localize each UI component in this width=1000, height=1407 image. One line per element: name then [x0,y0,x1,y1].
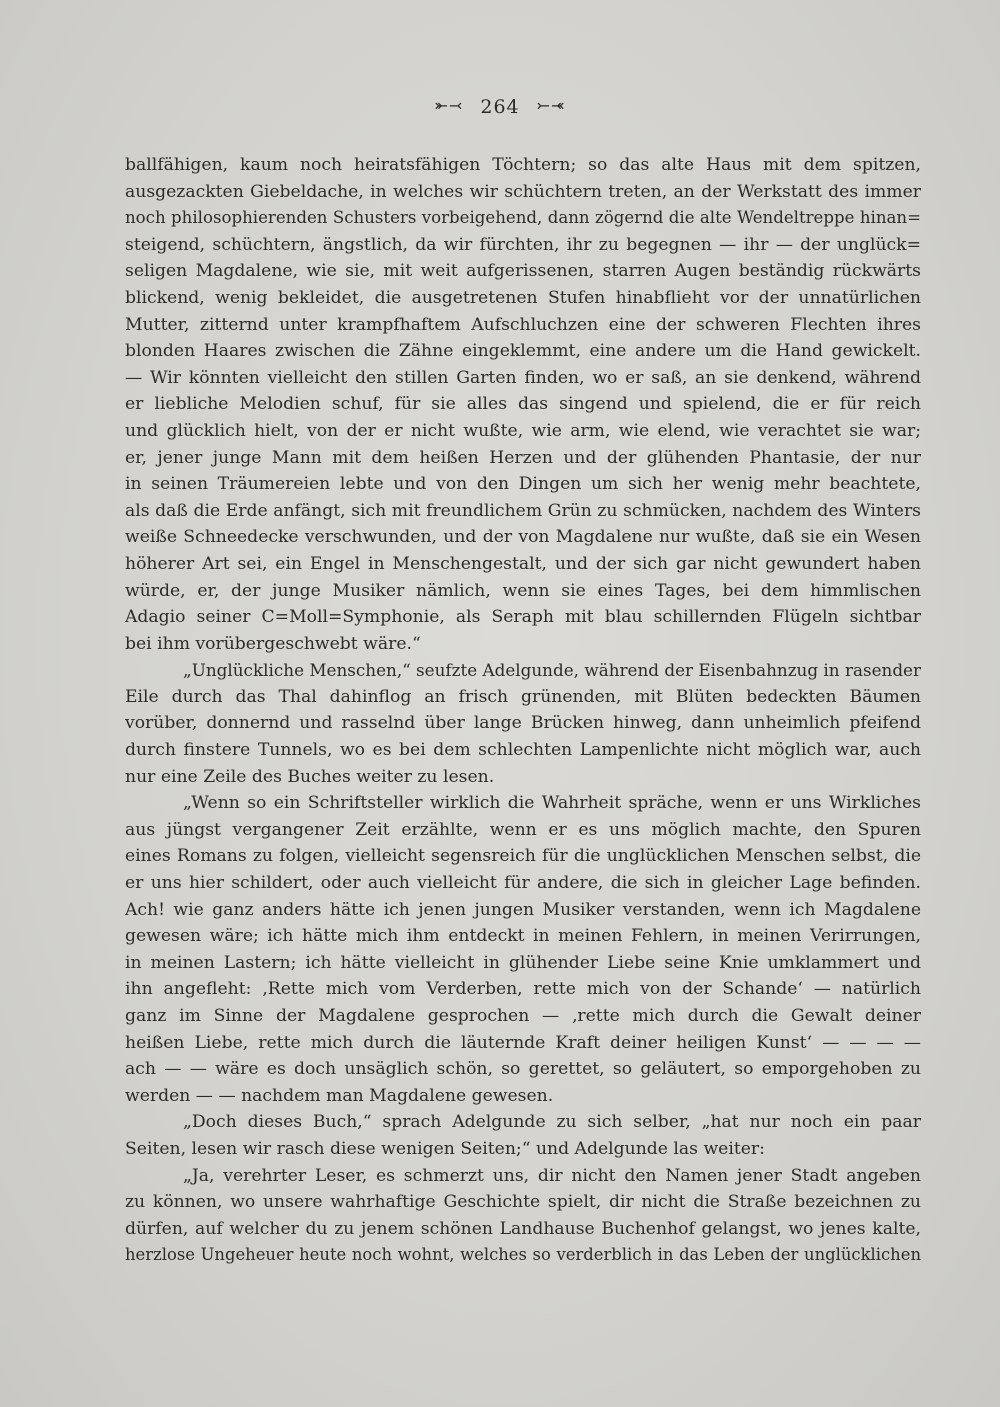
text-line: gewesen wäre; ich hätte mich ihm entdeckt in meinen Fehlern, in meinen Verirrungen, [125,926,921,947]
text-line: blickend, wenig bekleidet, die ausgetretenen Stufen hinabflieht vor der unnatürlichen [125,287,921,308]
text-line: nur eine Zeile des Buches weiter zu lesen. [125,766,495,787]
text-line: steigend, schüchtern, ängstlich, da wir fürchten, ihr zu begegnen — ihr — der unglück= [125,234,921,255]
text-line: „Doch dieses Buch,“ sprach Adelgunde zu sich selber, „hat nur noch ein paar [183,1112,921,1133]
text-line: dürfen, auf welcher du zu jenem schönen Landhause Buchenhof gelangst, wo jenes kalte, [125,1218,921,1239]
text-line: „Ja, verehrter Leser, es schmerzt uns, dir nicht den Namen jener Stadt angeben [183,1165,921,1186]
text-line: werden — — nachdem man Magdalene gewesen. [125,1085,554,1106]
page-header [0,96,1000,118]
text-line: noch philosophierenden Schusters vorbeigehend, dann zögernd die alte Wendeltreppe hinan= [125,208,921,228]
text-line: er, jener junge Mann mit dem heißen Herzen und der glühenden Phantasie, der nur [125,447,921,468]
left-ornament: ⤜⤙ [434,96,464,115]
text-line: er liebliche Melodien schuf, für sie alles das singend und spielend, die er für reich [125,394,921,415]
text-line: er uns hier schildert, oder auch vielleicht für andere, die sich in gleicher Lage befinden. [125,873,921,894]
text-line: herzlose Ungeheuer heute noch wohnt, welches so verderblich in das Leben der unglücklichen [125,1245,921,1265]
text-line: ihn angefleht: ‚Rette mich vom Verderben, rette mich von der Schande‘ — natürlich [125,979,921,1000]
right-ornament: ⤚⤛ [536,96,566,115]
text-line: in seinen Träumereien lebte und von den Dingen um sich her wenig mehr beachtete, [125,474,921,495]
text-line: und glücklich hielt, von der er nicht wußte, wie arm, wie elend, wie verachtet sie war; [125,420,921,441]
text-line: Seiten, lesen wir rasch diese wenigen Seiten;“ und Adelgunde las weiter: [125,1138,765,1159]
text-line: Adagio seiner C=Moll=Symphonie, als Seraph mit blau schillernden Flügeln sichtbar [125,607,921,628]
text-line: Ach! wie ganz anders hätte ich jenen jungen Musiker verstanden, wenn ich Magdalene [125,899,921,920]
text-line: blonden Haares zwischen die Zähne eingeklemmt, eine andere um die Hand gewickelt. [125,341,921,362]
text-line: „Unglückliche Menschen,“ seufzte Adelgunde, während der Eisenbahnzug in rasender [183,660,921,681]
text-line: ballfähigen, kaum noch heiratsfähigen Töchtern; so das alte Haus mit dem spitzen, [125,155,921,175]
text-line: als daß die Erde anfängt, sich mit freundlichem Grün zu schmücken, nachdem des Winters [125,500,921,521]
text-line: durch finstere Tunnels, wo es bei dem schlechten Lampenlichte nicht möglich war, auch [125,740,921,761]
text-line: würde, er, der junge Musiker nämlich, wenn sie eines Tages, bei dem himmlischen [125,580,921,601]
body-text [125,152,921,1269]
text-line: höherer Art sei, ein Engel in Menschengestalt, und der sich gar nicht gewundert haben [125,553,921,574]
text-line: „Wenn so ein Schriftsteller wirklich die Wahrheit spräche, wenn er uns Wirkliches [183,793,921,814]
text-line: heißen Liebe, rette mich durch die läuternde Kraft deiner heiligen Kunst‘ — — — — [125,1032,921,1053]
text-line: Eile durch das Thal dahinflog an frisch grünenden, mit Blüten bedeckten Bäumen [125,686,921,707]
page-number: 264 [480,96,520,118]
text-line: seligen Magdalene, wie sie, mit weit aufgerissenen, starren Augen beständig rückwärts [125,261,921,282]
text-line: ganz im Sinne der Magdalene gesprochen — ‚rette mich durch die Gewalt deiner [125,1006,921,1026]
text-line: vorüber, donnernd und rasselnd über lange Brücken hinweg, dann unheimlich pfeifend [125,713,921,734]
text-line: in meinen Lastern; ich hätte vielleicht in glühender Liebe seine Knie umklammert und [125,952,921,973]
text-line: eines Romans zu folgen, vielleicht segensreich für die unglücklichen Menschen selbst, die [125,846,921,867]
text-line: ausgezackten Giebeldache, in welches wir schüchtern treten, an der Werkstatt des immer [125,181,921,202]
text-line: — Wir könnten vielleicht den stillen Garten finden, wo er saß, an sie denkend, während [125,367,921,388]
text-line: weiße Schneedecke verschwunden, und der von Magdalene nur wußte, daß sie ein Wesen [125,527,921,548]
text-line: bei ihm vorübergeschwebt wäre.“ [125,633,421,654]
text-line: Mutter, zitternd unter krampfhaftem Aufschluchzen eine der schweren Flechten ihres [125,314,921,335]
text-line: aus jüngst vergangener Zeit erzählte, wenn er es uns möglich machte, den Spuren [125,819,921,840]
text-line: ach — — wäre es doch unsäglich schön, so gerettet, so geläutert, so emporgehoben zu [125,1059,921,1080]
text-line: zu können, wo unsere wahrhaftige Geschichte spielt, dir nicht die Straße bezeichnen zu [125,1192,921,1213]
